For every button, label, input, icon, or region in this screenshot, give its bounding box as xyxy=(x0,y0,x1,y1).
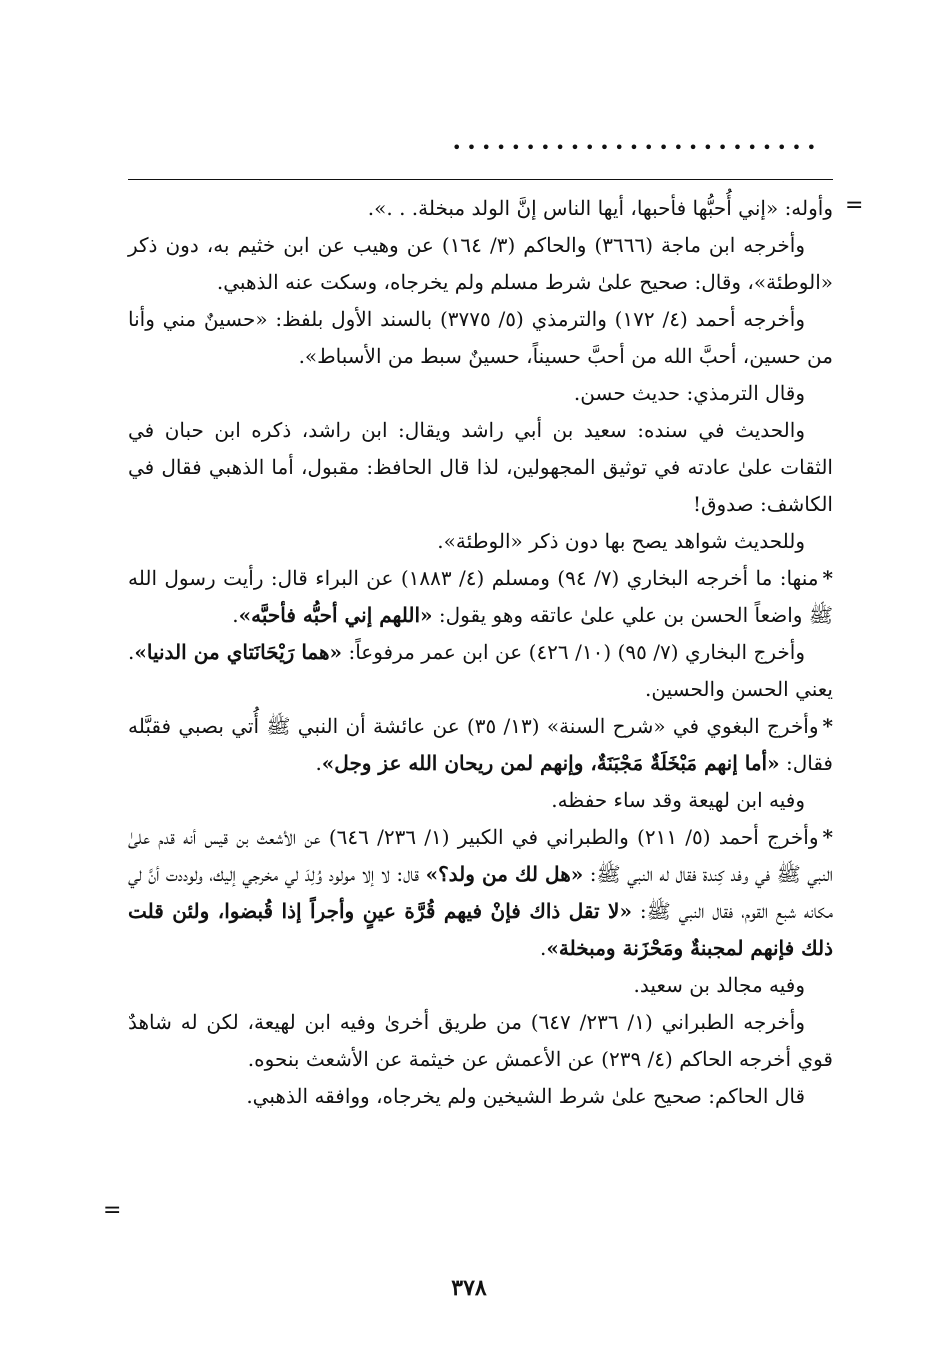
continuation-mark-top: = xyxy=(845,193,864,218)
footnote-text: وأخرج أحمد (٥/ ٢١١) والطبراني في الكبير (١/ ٢٣٦/ ٦٤٦) عن الأشعث بن قيس أنه قدم علىٰ النبي ﷺ في وفد كِندة فقال له النبي ﷺ: xyxy=(128,825,834,886)
asterisk-bullet-icon: * xyxy=(822,825,833,849)
continuation-mark-bottom: = xyxy=(103,1198,122,1223)
footnote-text: وأخرج البغوي في «شرح السنة» (١٣/ ٣٥) عن عائشة أن النبي ﷺ أُتي بصبي فقبَّله فقال: xyxy=(128,714,833,775)
hadith-quote: «هما رَيْحَانَتاي من الدنيا» xyxy=(134,640,343,664)
footnote-separator-rule xyxy=(128,179,833,180)
header-ornament-dots: • • • • • • • • • • • • • • • • • • • • • • • • • xyxy=(452,138,816,157)
hadith-quote: «اللهم إني أحبُّه فأحبَّه» xyxy=(238,603,433,627)
hadith-quote: «أما إنهم مَبْخَلَةٌ مَجْبَنَةٌ، وإنهم لمن ريحان الله عز وجل» xyxy=(321,751,780,775)
footnote-text: . xyxy=(315,751,322,775)
footnote-paragraph: وأخرجه أحمد (٤/ ١٧٢) والترمذي (٥/ ٣٧٧٥) بالسند الأول بلفظ: «حسينٌ مني وأنا من حسين، أحبَّ الله من أحبَّ حسيناً، حسينٌ سبط من الأسباط». xyxy=(128,307,833,368)
footnote-paragraph: والحديث في سنده: سعيد بن أبي راشد ويقال: ابن راشد، ذكره ابن حبان في الثقات علىٰ عادته في توثيق المجهولين، لذا قال الحافظ: مقبول، أما الذهبي فقال في الكاشف: صدوق! xyxy=(128,418,833,516)
footnote-paragraph: وللحديث شواهد يصح بها دون ذكر «الوطئة». xyxy=(437,529,805,553)
footnote-paragraph-starred xyxy=(128,708,833,782)
footnote-paragraph: وأخرجه الطبراني (١/ ٢٣٦/ ٦٤٧) من طريق أخرىٰ وفيه ابن لهيعة، لكن له شاهدٌ قوي أخرجه الحاكم (٤/ ٢٣٩) عن الأعمش عن خيثمة عن الأشعث بنحوه. xyxy=(128,1010,833,1071)
asterisk-bullet-icon: * xyxy=(822,566,833,590)
footnote-paragraph: وفيه ابن لهيعة وقد ساء حفظه. xyxy=(551,788,805,812)
footnote-text: . xyxy=(232,603,239,627)
footnote-paragraph: وأوله: «إني أُحبُّها فأحبها، أيها الناس إنَّ الولد مبخلة. . .». xyxy=(367,196,833,220)
hadith-quote: «لا تقل ذاك فإنْ فيهم قُرَّة عينٍ وأجراً إذا قُبضوا، ولئن قلت ذلك فإنهم لمجبنةٌ ومَحْزَنة ومبخلة» xyxy=(128,899,833,960)
footnote-text: قال: لا إلا مولود وُلِدَ لي مخرجي إليك، ولوددت أنَّ لي مكانه شبع القوم، فقال النبي ﷺ: xyxy=(128,862,833,923)
footnote-paragraph: وقال الترمذي: حديث حسن. xyxy=(573,381,805,405)
footnote-paragraph-starred xyxy=(128,819,833,967)
footnote-paragraph xyxy=(128,634,833,708)
hadith-quote: «هل لك من ولد؟» xyxy=(425,862,584,886)
footnote-text: . يعني الحسن والحسين. xyxy=(128,640,833,701)
footnote-paragraph: وأخرجه ابن ماجة (٣٦٦٦) والحاكم (٣/ ١٦٤) عن وهيب عن ابن خثيم به، دون ذكر «الوطئة»، وقال: صحيح علىٰ شرط مسلم ولم يخرجاه، وسكت عنه الذهبي. xyxy=(128,233,833,294)
footnote-paragraph: وفيه مجالد بن سعيد. xyxy=(633,973,805,997)
footnotes-block xyxy=(128,190,833,1115)
asterisk-bullet-icon: * xyxy=(822,714,833,738)
page-number: ٣٧٨ xyxy=(451,1275,487,1301)
footnote-text: . xyxy=(540,936,547,960)
footnote-text: وأخرج البخاري (٧/ ٩٥) (١٠/ ٤٢٦) عن ابن عمر مرفوعاً: xyxy=(342,640,805,664)
footnote-paragraph-starred xyxy=(128,560,833,634)
footnote-paragraph: قال الحاكم: صحيح علىٰ شرط الشيخين ولم يخرجاه، ووافقه الذهبي. xyxy=(246,1084,805,1108)
footnote-text: منها: ما أخرجه البخاري (٧/ ٩٤) ومسلم (٤/ ١٨٨٣) عن البراء قال: رأيت رسول الله ﷺ واضعاً الحسن بن علي علىٰ عاتقه وهو يقول: xyxy=(128,566,833,627)
